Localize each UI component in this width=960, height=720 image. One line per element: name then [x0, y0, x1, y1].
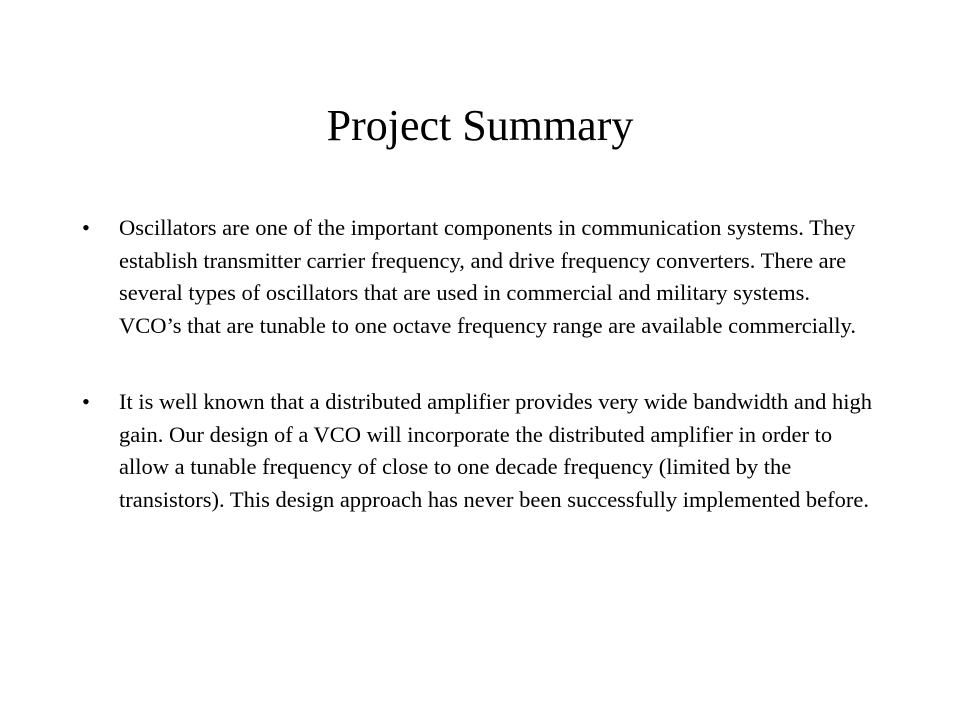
bullet-marker: •: [82, 389, 90, 414]
bullet-marker: •: [82, 215, 90, 240]
bullet-item: [82, 386, 872, 516]
bullet-list: [82, 212, 872, 560]
bullet-text: Oscillators are one of the important components in communication systems. They establish transmitter carrier frequency, and drive frequency converters. There are several types of oscillators that are used in commercial and military systems. VCO’s that are tunable to one octave frequency range are available commercially.: [119, 215, 856, 338]
bullet-item: [82, 212, 872, 342]
bullet-text: It is well known that a distributed amplifier provides very wide bandwidth and high gain. Our design of a VCO will incorporate the distributed amplifier in order to allow a tunable frequency of close to one decade frequency (limited by the transistors). This design approach has never been successfully implemented before.: [119, 389, 872, 512]
slide-title: Project Summary: [326, 101, 634, 150]
